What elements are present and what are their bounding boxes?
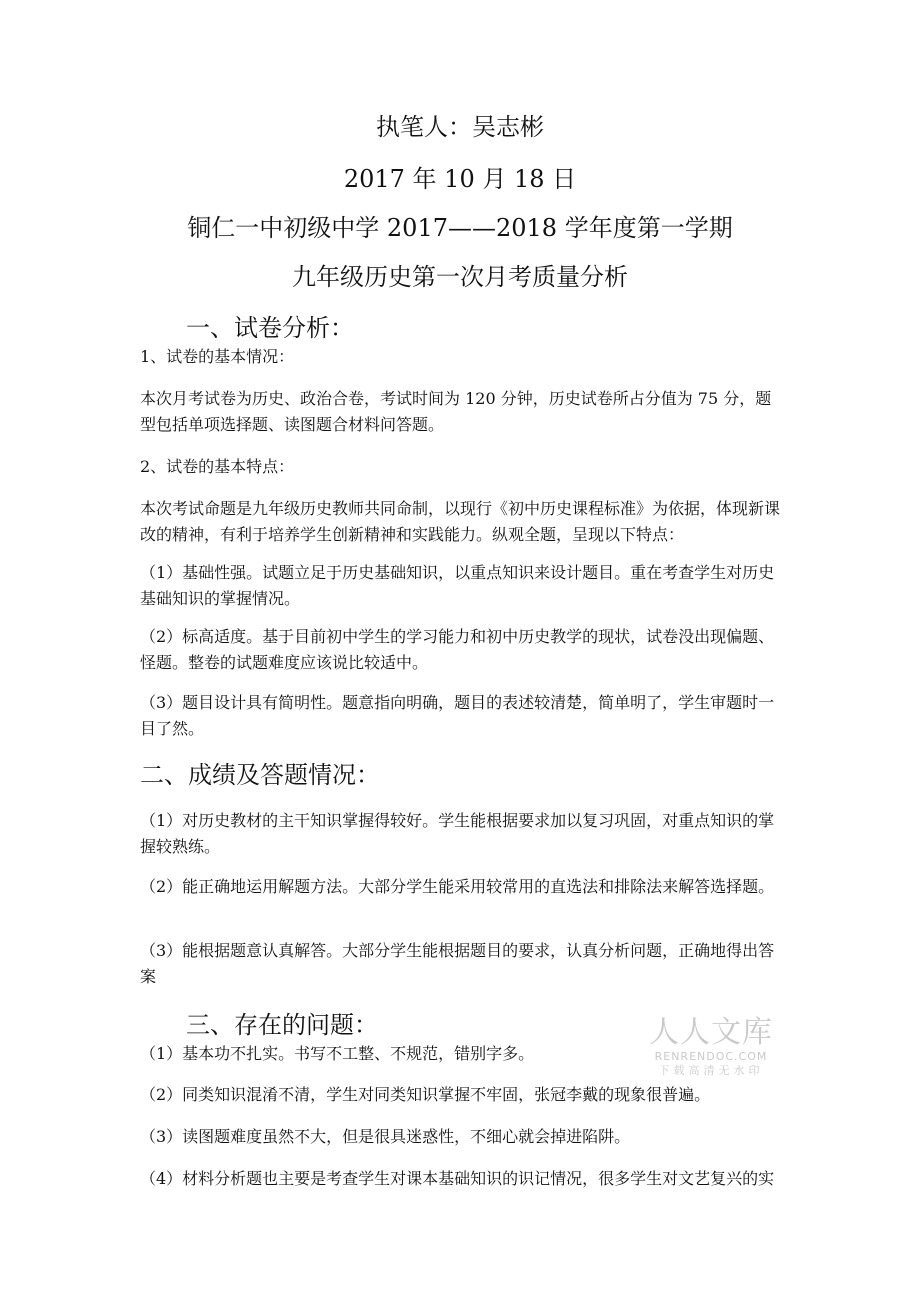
section1-sub1-heading: 1、试卷的基本情况： bbox=[140, 347, 295, 366]
section3-heading: 三、存在的问题： bbox=[186, 1011, 378, 1039]
watermark-logo bbox=[648, 1016, 774, 1078]
section1-sub1-body: 本次月考试卷为历史、政治合卷，考试时间为 120 分钟，历史试卷所占分值为 75 分，题型包括单项选择题、读图题合材料问答题。 bbox=[140, 389, 772, 434]
section3-point-2: （2）同类知识混淆不清，学生对同类知识掌握不牢固，张冠李戴的现象很普遍。 bbox=[140, 1085, 711, 1104]
school-term-line: 铜仁一中初级中学 2017——2018 学年度第一学期 bbox=[187, 214, 733, 242]
watermark-domain: RENRENDOC.COM bbox=[654, 1050, 768, 1063]
section1-point-3: （3）题目设计具有简明性。题意指向明确，题目的表述较清楚，简单明了，学生审题时一目了然。 bbox=[140, 693, 775, 738]
section2-point-1: （1）对历史教材的主干知识掌握得较好。学生能根据要求加以复习巩固，对重点知识的掌握较熟练。 bbox=[140, 811, 775, 856]
section1-sub2-heading: 2、试卷的基本特点： bbox=[140, 457, 295, 476]
section2-point-2: （2）能正确地运用解题方法。大部分学生能采用较常用的直选法和排除法来解答选择题。 bbox=[140, 877, 775, 896]
watermark-slogan: 下载高清无水印 bbox=[658, 1064, 764, 1077]
date-line: 2017 年 10 月 18 日 bbox=[343, 165, 577, 193]
section3-point-3: （3）读图题难度虽然不大，但是很具迷惑性，不细心就会掉进陷阱。 bbox=[140, 1127, 631, 1146]
section1-sub2-body: 本次考试命题是九年级历史教师共同命制，以现行《初中历史课程标准》为依据，体现新课改的精神，有利于培养学生创新精神和实践能力。纵观全题，呈现以下特点： bbox=[140, 499, 781, 544]
section1-heading: 一、试卷分析： bbox=[186, 314, 354, 342]
author-line: 执笔人：吴志彬 bbox=[376, 113, 544, 141]
document-title: 九年级历史第一次月考质量分析 bbox=[292, 263, 628, 291]
watermark-brand: 人人文库 bbox=[649, 1015, 773, 1050]
section3-point-4: （4）材料分析题也主要是考查学生对课本基础知识的识记情况，很多学生对文艺复兴的实 bbox=[140, 1169, 775, 1188]
section3-point-1: （1）基本功不扎实。书写不工整、不规范，错别字多。 bbox=[140, 1044, 535, 1063]
section2-heading: 二、成绩及答题情况： bbox=[140, 761, 380, 789]
section2-point-3: （3）能根据题意认真解答。大部分学生能根据题目的要求，认真分析问题，正确地得出答案 bbox=[140, 941, 775, 986]
section1-point-1: （1）基础性强。试题立足于历史基础知识，以重点知识来设计题目。重在考查学生对历史基础知识的掌握情况。 bbox=[140, 563, 775, 608]
section1-point-2: （2）标高适度。基于目前初中学生的学习能力和初中历史教学的现状，试卷没出现偏题、怪题。整卷的试题难度应该说比较适中。 bbox=[140, 627, 775, 672]
